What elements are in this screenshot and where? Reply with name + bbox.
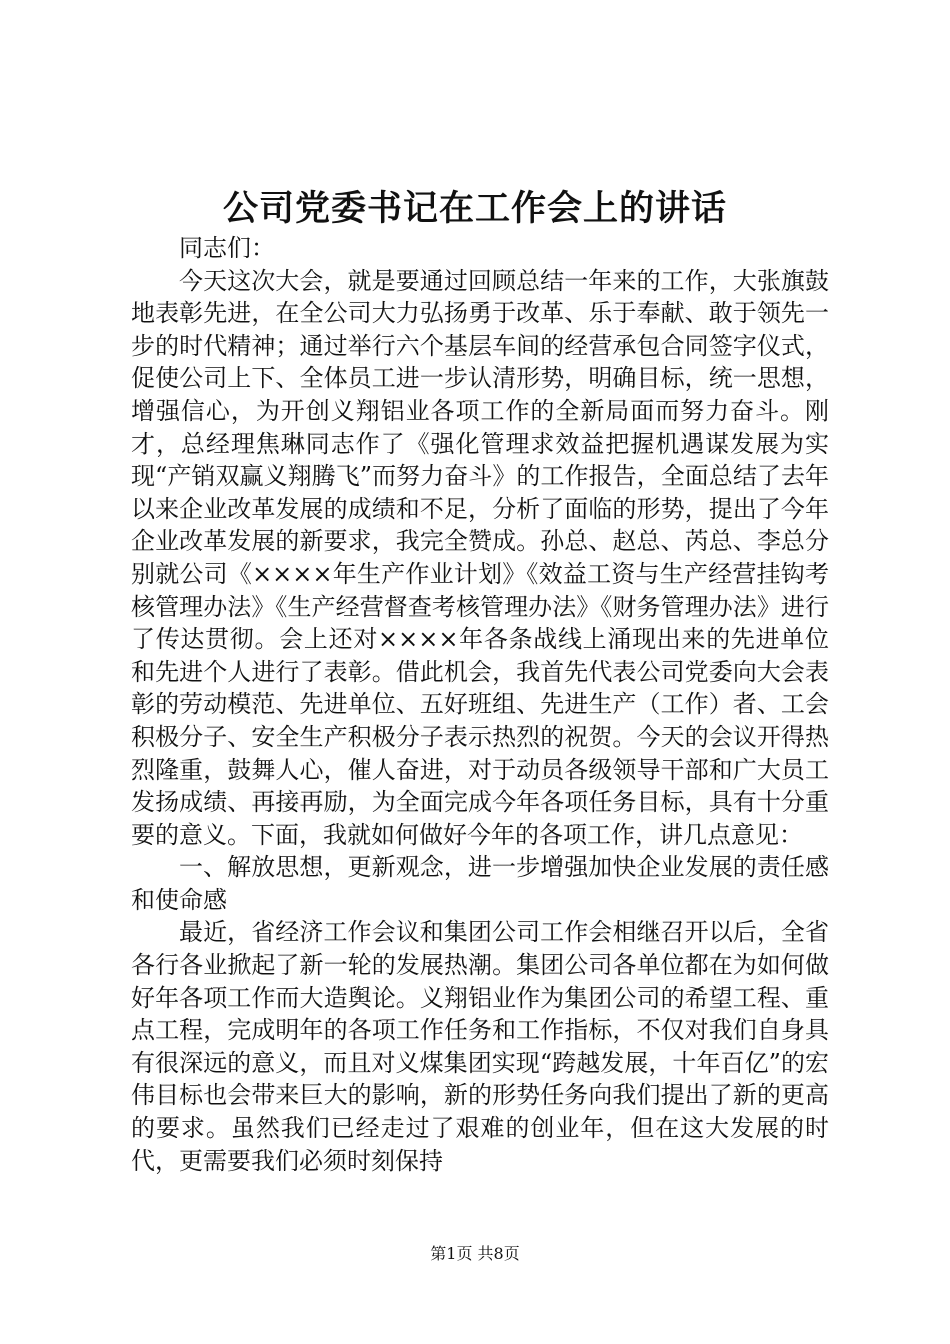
- page-number: 第1页 共8页: [430, 1244, 520, 1263]
- section-heading: 一、解放思想，更新观念，进一步增强加快企业发展的责任感和使命感: [131, 853, 829, 914]
- body-paragraph: 今天这次大会，就是要通过回顾总结一年来的工作，大张旗鼓地表彰先进，在全公司大力弘扬勇于改革、乐于奉献、敢于领先一步的时代精神；通过举行六个基层车间的经营承包合同签字仪式，促使公司上下、全体员工进一步认清形势，明确目标，统一思想，增强信心，为开创义翔铝业各项工作的全新局面而努力奋斗。刚才，总经理焦琳同志作了《强化管理求效益把握机遇谋发展为实现“产销双赢义翔腾飞”而努力奋斗》的工作报告，全面总结了去年以来企业改革发展的成绩和不足，分析了面临的形势，提出了今年企业改革发展的新要求，我完全赞成。孙总、赵总、芮总、李总分别就公司《××××年生产作业计划》《效益工资与生产经营挂钩考核管理办法》《生产经营督查考核管理办法》《财务管理办法》进行了传达贯彻。会上还对××××年各条战线上涌现出来的先进单位和先进个人进行了表彰。借此机会，我首先代表公司党委向大会表彰的劳动模范、先进单位、五好班组、先进生产（工作）者、工会积极分子、安全生产积极分子表示热烈的祝贺。今天的会议开得热烈隆重，鼓舞人心，催人奋进，对于动员各级领导干部和广大员工发扬成绩、再接再励，为全面完成今年各项任务目标，具有十分重要的意义。下面，我就如何做好今年的各项工作，讲几点意见：: [131, 266, 829, 849]
- greeting-paragraph: 同志们：: [179, 234, 275, 262]
- body-paragraph: 最近，省经济工作会议和集团公司工作会相继召开以后，全省各行各业掀起了新一轮的发展热潮。集团公司各单位都在为如何做好年各项工作而大造舆论。义翔铝业作为集团公司的希望工程、重点工程，完成明年的各项工作任务和工作指标，不仅对我们自身具有很深远的意义，而且对义煤集团实现“跨越发展，十年百亿”的宏伟目标也会带来巨大的影响，新的形势任务向我们提出了新的更高的要求。虽然我们已经走过了艰难的创业年，但在这大发展的时代，更需要我们必须时刻保持: [131, 918, 829, 1175]
- document-title: 公司党委书记在工作会上的讲话: [222, 188, 727, 229]
- document-body: [131, 232, 829, 1177]
